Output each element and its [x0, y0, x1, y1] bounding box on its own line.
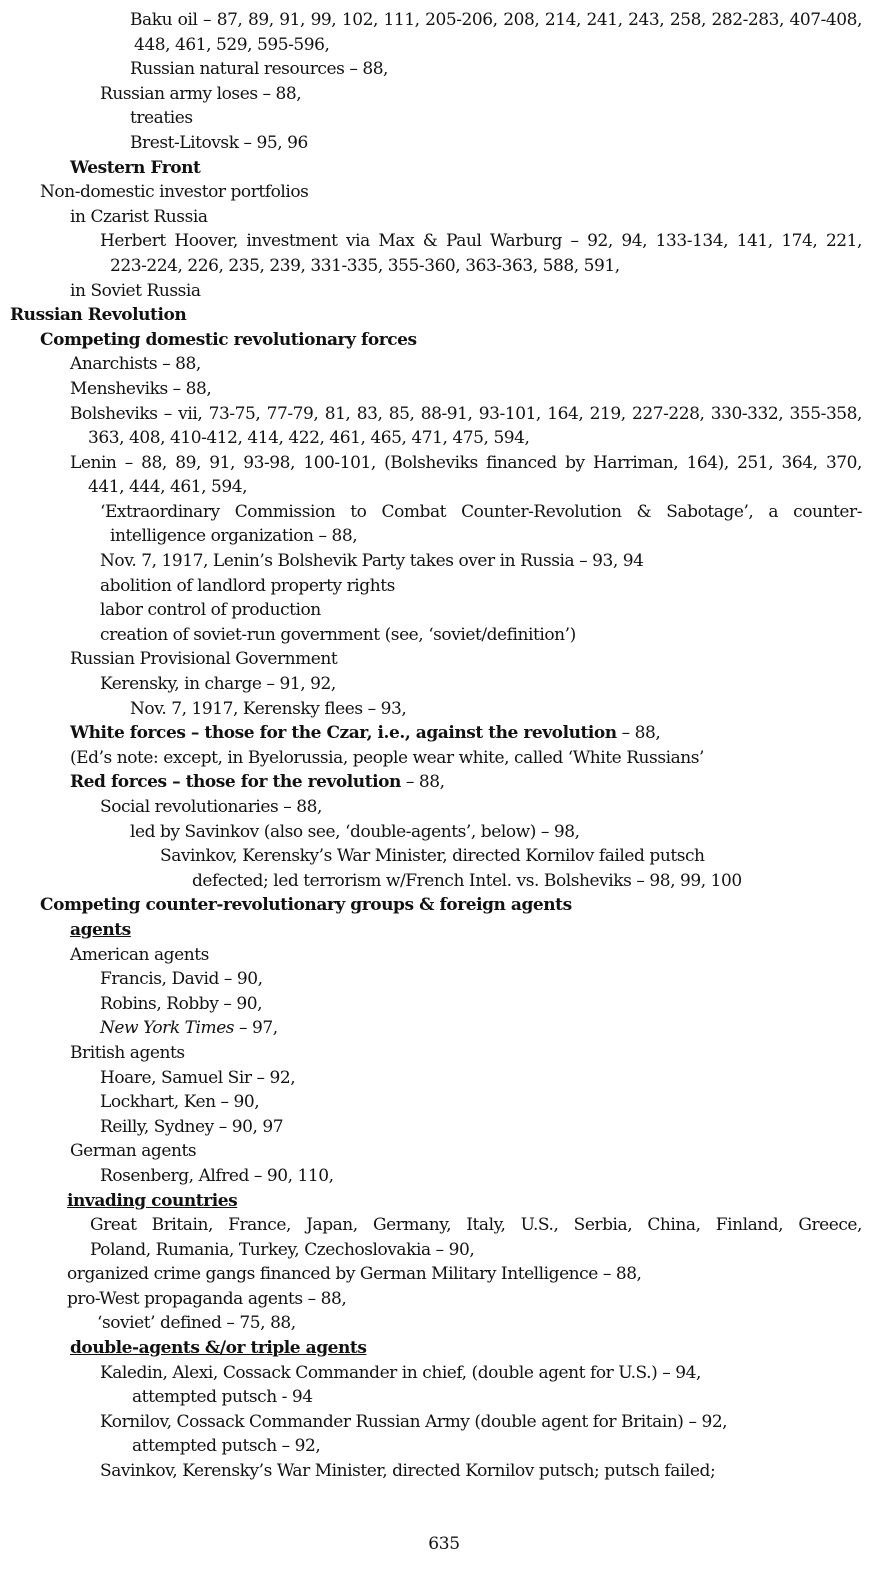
index-line-text: ‘Extraordinary Commission to Combat Counter-Revolution & Sabotage’, a counter- — [100, 501, 862, 522]
index-line-text: Russian army loses – 88, — [100, 83, 302, 104]
index-line-text: 448, 461, 529, 595-596, — [134, 34, 330, 55]
index-line-text: Competing domestic revolutionary forces — [40, 329, 417, 350]
index-line-text: attempted putsch – 92, — [132, 1436, 321, 1457]
index-line-text: Competing counter-revolutionary groups & foreign agents — [40, 895, 572, 916]
index-line-text: labor control of production — [100, 600, 321, 621]
index-line-text: Kerensky, in charge – 91, 92, — [100, 674, 336, 695]
index-line — [0, 623, 888, 648]
index-line-text: – 97, — [234, 1018, 278, 1039]
index-line-text: Nov. 7, 1917, Kerensky flees – 93, — [130, 698, 407, 719]
index-line — [0, 721, 888, 746]
index-line-text: 223-224, 226, 235, 239, 331-335, 355-360, 363-363, 588, 591, — [110, 255, 620, 276]
index-line-text: Reilly, Sydney – 90, 97 — [100, 1116, 284, 1137]
index-line-text: Bolsheviks – vii, 73-75, 77-79, 81, 83, 85, 88-91, 93-101, 164, 219, 227-228, 330-332, 355-358, — [70, 403, 862, 424]
index-line — [0, 180, 888, 205]
index-line — [0, 1336, 888, 1361]
index-line-text: Russian Revolution — [10, 305, 187, 326]
index-line — [0, 1459, 888, 1484]
index-line-text: White forces – those for the Czar, i.e., against the revolution — [70, 723, 617, 744]
index-line — [0, 524, 888, 549]
index-line — [0, 1311, 888, 1336]
index-line-text: (Ed’s note: except, in Byelorussia, people wear white, called ‘White Russians’ — [70, 747, 704, 768]
index-line — [0, 672, 888, 697]
index-line — [0, 820, 888, 845]
index-line — [0, 1090, 888, 1115]
index-line-text: agents — [70, 919, 131, 940]
index-line — [0, 57, 888, 82]
index-line — [0, 229, 862, 254]
index-line-text: Lockhart, Ken – 90, — [100, 1092, 260, 1113]
index-line-text: led by Savinkov (also see, ‘double-agents’, below) – 98, — [130, 821, 580, 842]
index-line — [0, 869, 888, 894]
index-line-text: German agents — [70, 1141, 197, 1162]
index-entries — [0, 8, 888, 1484]
index-line-text: Anarchists – 88, — [70, 354, 201, 375]
index-line-text: defected; led terrorism w/French Intel. vs. Bolsheviks – 98, 99, 100 — [192, 870, 742, 891]
index-line — [0, 1164, 888, 1189]
index-line — [0, 1041, 888, 1066]
index-line — [0, 1189, 888, 1214]
index-line — [0, 500, 862, 525]
page-number: 635 — [428, 1534, 460, 1554]
index-line — [0, 1385, 888, 1410]
index-line — [0, 303, 888, 328]
index-line — [0, 1066, 888, 1091]
index-line-text: Baku oil – 87, 89, 91, 99, 102, 111, 205-206, 208, 214, 241, 243, 258, 282-283, 407-408, — [130, 10, 862, 30]
index-line — [0, 279, 888, 304]
index-line — [0, 1115, 888, 1140]
index-line-text: Russian natural resources – 88, — [130, 59, 389, 80]
index-line-text: Savinkov, Kerensky’s War Minister, directed Kornilov putsch; putsch failed; — [100, 1461, 716, 1482]
index-line-text: New York Times — [100, 1018, 235, 1039]
index-line — [0, 328, 888, 353]
index-line-text: abolition of landlord property rights — [100, 575, 395, 596]
index-line — [0, 893, 888, 918]
index-line — [0, 1213, 862, 1238]
index-line-text: Kornilov, Cossack Commander Russian Army (double agent for Britain) – 92, — [100, 1411, 728, 1432]
index-line-text: – 88, — [616, 723, 661, 744]
index-line-text: Great Britain, France, Japan, Germany, Italy, U.S., Serbia, China, Finland, Greece, — [90, 1215, 862, 1236]
index-line — [0, 1139, 888, 1164]
index-line-text: ‘soviet’ defined – 75, 88, — [97, 1313, 296, 1334]
index-line — [0, 598, 888, 623]
index-line-text: intelligence organization – 88, — [110, 526, 358, 547]
index-line — [0, 1262, 888, 1287]
index-line — [0, 992, 888, 1017]
index-line-text: Western Front — [70, 157, 201, 178]
index-line — [0, 746, 888, 771]
index-line-text: Herbert Hoover, investment via Max & Paul Warburg – 92, 94, 133-134, 141, 174, 221, — [100, 231, 862, 252]
index-line-text: in Czarist Russia — [70, 206, 208, 227]
index-line — [0, 647, 888, 672]
index-line-text: creation of soviet-run government (see, ‘soviet/definition’) — [100, 624, 576, 645]
index-line-text: Robins, Robby – 90, — [100, 993, 263, 1014]
index-line — [0, 82, 888, 107]
index-line — [0, 475, 888, 500]
index-line-text: Nov. 7, 1917, Lenin’s Bolshevik Party takes over in Russia – 93, 94 — [100, 551, 644, 572]
index-line-text: Mensheviks – 88, — [70, 378, 212, 399]
index-line — [0, 106, 888, 131]
index-line-text: Rosenberg, Alfred – 90, 110, — [100, 1165, 334, 1186]
index-line-text: Red forces – those for the revolution — [70, 772, 401, 793]
index-line — [0, 156, 888, 181]
index-line — [0, 402, 862, 427]
index-line — [0, 426, 888, 451]
index-line — [0, 8, 862, 33]
index-line-text: Savinkov, Kerensky’s War Minister, directed Kornilov failed putsch — [160, 846, 705, 867]
index-line — [0, 770, 888, 795]
index-line — [0, 352, 888, 377]
index-line-text: Brest-Litovsk – 95, 96 — [130, 132, 308, 153]
index-line — [0, 574, 888, 599]
index-line-text: attempted putsch - 94 — [132, 1387, 313, 1408]
index-line-text: 363, 408, 410-412, 414, 422, 461, 465, 471, 475, 594, — [88, 428, 530, 449]
index-line — [0, 844, 888, 869]
index-line — [0, 918, 888, 943]
index-line-text: – 88, — [400, 772, 445, 793]
index-line-text: treaties — [130, 108, 193, 129]
index-line-text: Non-domestic investor portfolios — [40, 182, 309, 203]
index-line — [0, 33, 888, 58]
index-line-text: Hoare, Samuel Sir – 92, — [100, 1067, 296, 1088]
index-line — [0, 1016, 888, 1041]
index-line — [0, 205, 888, 230]
index-line — [0, 943, 888, 968]
index-line-text: 441, 444, 461, 594, — [88, 477, 248, 498]
index-line — [0, 1287, 888, 1312]
index-line-text: American agents — [70, 944, 209, 965]
index-line — [0, 795, 888, 820]
index-line-text: Francis, David – 90, — [100, 969, 263, 990]
index-line — [0, 967, 888, 992]
index-line-text: Kaledin, Alexi, Cossack Commander in chief, (double agent for U.S.) – 94, — [100, 1362, 701, 1383]
index-line — [0, 254, 888, 279]
index-line — [0, 1434, 888, 1459]
index-line-text: invading countries — [67, 1190, 238, 1211]
index-line-text: Russian Provisional Government — [70, 649, 338, 670]
index-line-text: pro-West propaganda agents – 88, — [67, 1288, 347, 1309]
index-line-text: organized crime gangs financed by German Military Intelligence – 88, — [67, 1264, 642, 1285]
index-line — [0, 1361, 888, 1386]
index-line-text: Lenin – 88, 89, 91, 93-98, 100-101, (Bolsheviks financed by Harriman, 164), 251, 364, 370, — [70, 452, 862, 473]
index-line — [0, 1410, 888, 1435]
index-line — [0, 549, 888, 574]
index-line — [0, 377, 888, 402]
index-line-text: British agents — [70, 1042, 185, 1063]
index-line-text: Poland, Rumania, Turkey, Czechoslovakia – 90, — [90, 1239, 475, 1260]
index-line — [0, 697, 888, 722]
index-line — [0, 1238, 888, 1263]
index-line-text: Social revolutionaries – 88, — [100, 797, 322, 817]
index-line — [0, 451, 862, 476]
index-line-text: in Soviet Russia — [70, 280, 201, 301]
index-line-text: double-agents &/or triple agents — [70, 1338, 367, 1359]
index-line — [0, 131, 888, 156]
